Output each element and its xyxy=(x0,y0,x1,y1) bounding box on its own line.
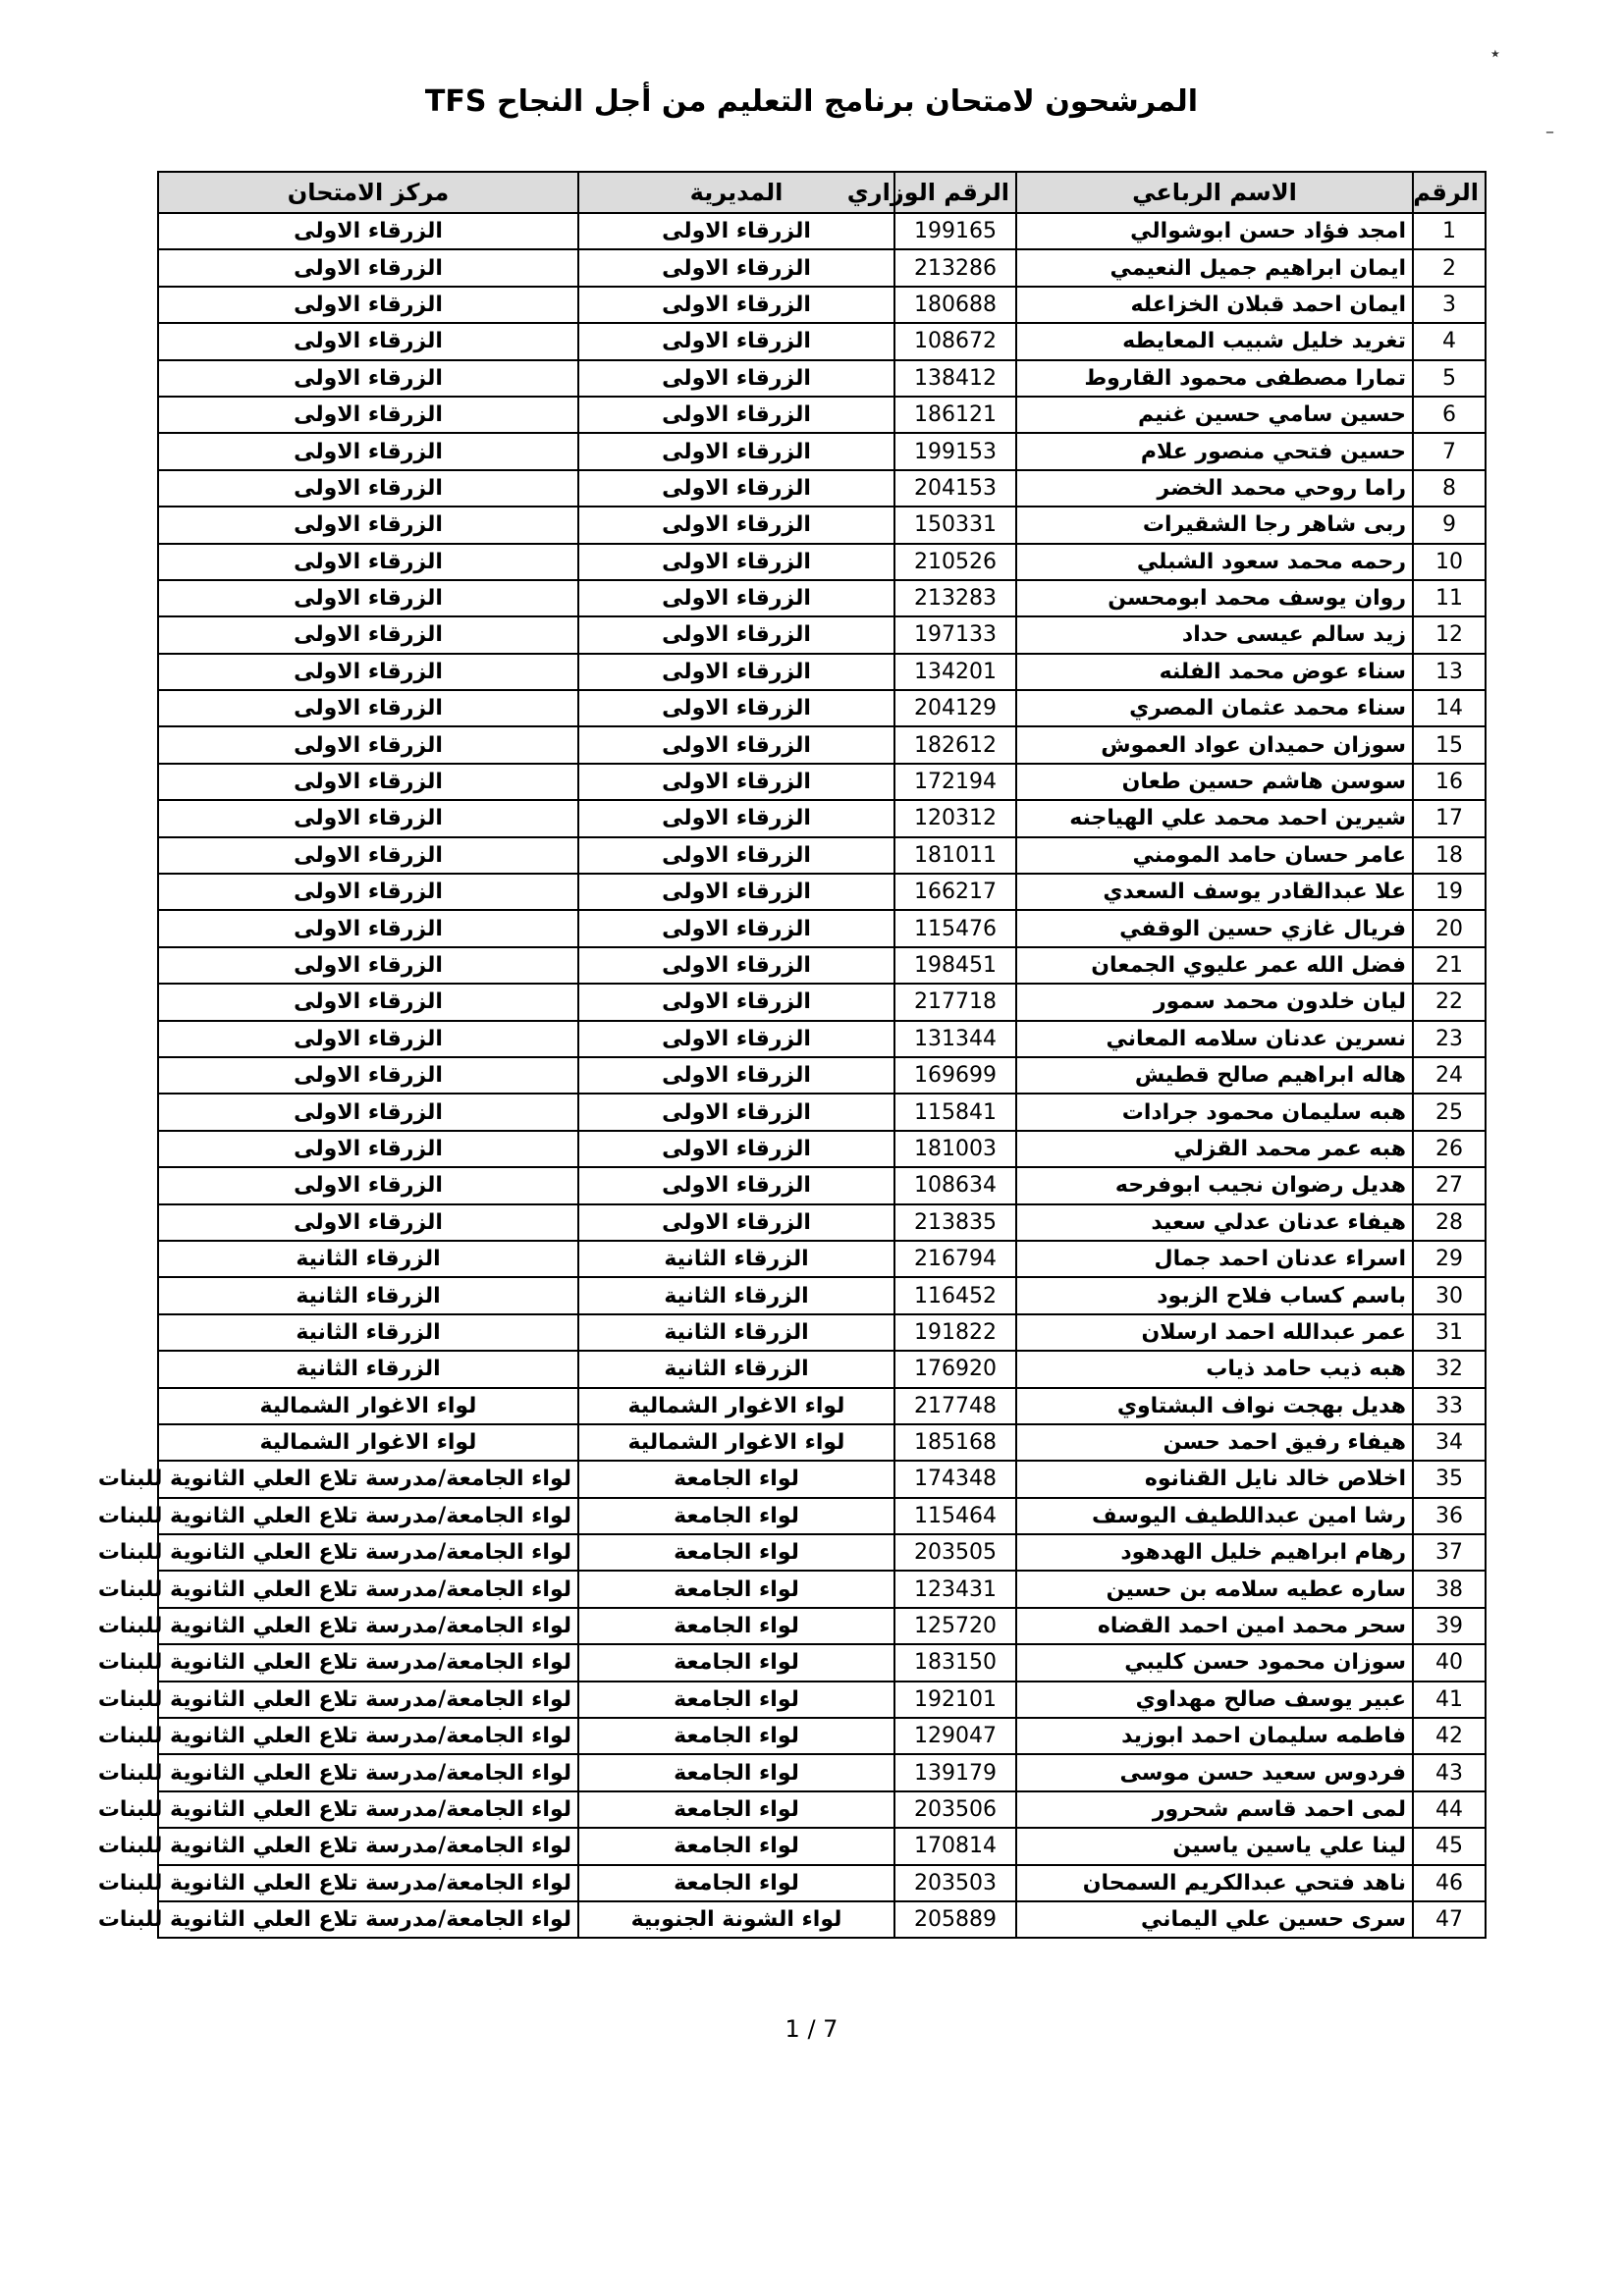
cell-ministry-id: 185168 xyxy=(894,1424,1016,1461)
cell-num: 24 xyxy=(1413,1057,1486,1094)
cell-name: اخلاص خالد نايل القنانوه xyxy=(1016,1461,1413,1497)
cell-ministry-id: 125720 xyxy=(894,1608,1016,1644)
cell-name: فريال غازي حسين الوقفي xyxy=(1016,910,1413,946)
cell-name: رهام ابراهيم خليل الهدهود xyxy=(1016,1534,1413,1571)
cell-name: ساره عطيه سلامه بن حسين xyxy=(1016,1571,1413,1607)
table-row xyxy=(158,690,1486,726)
cell-num: 8 xyxy=(1413,470,1486,507)
cell-exam-center: لواء الجامعة/مدرسة تلاع العلي الثانوية للبنات xyxy=(158,1828,578,1864)
cell-directorate: الزرقاء الاولى xyxy=(578,1204,894,1241)
cell-num: 26 xyxy=(1413,1131,1486,1167)
cell-ministry-id: 192101 xyxy=(894,1682,1016,1718)
cell-name: سوزان محمود حسن كليبي xyxy=(1016,1644,1413,1681)
table-row xyxy=(158,1314,1486,1351)
cell-name: فاطمه سليمان احمد ابوزيد xyxy=(1016,1718,1413,1754)
cell-exam-center: لواء الجامعة/مدرسة تلاع العلي الثانوية للبنات xyxy=(158,1461,578,1497)
table-row xyxy=(158,1461,1486,1497)
table-row xyxy=(158,726,1486,763)
cell-ministry-id: 123431 xyxy=(894,1571,1016,1607)
cell-name: لينا علي ياسين ياسين xyxy=(1016,1828,1413,1864)
cell-name: سوزان حميدان عواد العموش xyxy=(1016,726,1413,763)
cell-directorate: الزرقاء الاولى xyxy=(578,360,894,397)
cell-ministry-id: 150331 xyxy=(894,507,1016,543)
cell-name: ربى شاهر رجا الشقيرات xyxy=(1016,507,1413,543)
table-row xyxy=(158,1644,1486,1681)
cell-name: امجد فؤاد حسن ابوشوالي xyxy=(1016,213,1413,249)
cell-exam-center: الزرقاء الاولى xyxy=(158,1131,578,1167)
cell-directorate: لواء الجامعة xyxy=(578,1865,894,1901)
cell-ministry-id: 204129 xyxy=(894,690,1016,726)
cell-num: 10 xyxy=(1413,544,1486,580)
cell-exam-center: لواء الجامعة/مدرسة تلاع العلي الثانوية للبنات xyxy=(158,1498,578,1534)
cell-ministry-id: 134201 xyxy=(894,654,1016,690)
cell-num: 25 xyxy=(1413,1094,1486,1130)
cell-num: 42 xyxy=(1413,1718,1486,1754)
cell-directorate: الزرقاء الاولى xyxy=(578,837,894,874)
cell-ministry-id: 108634 xyxy=(894,1167,1016,1203)
cell-exam-center: الزرقاء الاولى xyxy=(158,837,578,874)
cell-exam-center: الزرقاء الاولى xyxy=(158,213,578,249)
cell-ministry-id: 170814 xyxy=(894,1828,1016,1864)
cell-name: تغريد خليل شبيب المعايطه xyxy=(1016,323,1413,359)
cell-exam-center: الزرقاء الاولى xyxy=(158,654,578,690)
cell-directorate: الزرقاء الاولى xyxy=(578,397,894,433)
cell-ministry-id: 204153 xyxy=(894,470,1016,507)
cell-exam-center: الزرقاء الاولى xyxy=(158,874,578,910)
table-row xyxy=(158,1167,1486,1203)
cell-directorate: الزرقاء الاولى xyxy=(578,323,894,359)
table-row xyxy=(158,1682,1486,1718)
cell-ministry-id: 217748 xyxy=(894,1388,1016,1424)
cell-ministry-id: 191822 xyxy=(894,1314,1016,1351)
cell-exam-center: الزرقاء الاولى xyxy=(158,1167,578,1203)
cell-directorate: لواء الشونة الجنوبية xyxy=(578,1901,894,1938)
cell-name: هبه عمر محمد القزلي xyxy=(1016,1131,1413,1167)
cell-directorate: الزرقاء الاولى xyxy=(578,874,894,910)
table-row xyxy=(158,1534,1486,1571)
cell-num: 1 xyxy=(1413,213,1486,249)
cell-exam-center: الزرقاء الاولى xyxy=(158,984,578,1020)
cell-num: 16 xyxy=(1413,764,1486,800)
cell-num: 9 xyxy=(1413,507,1486,543)
cell-name: ايمان احمد قبلان الخزاعله xyxy=(1016,287,1413,323)
cell-directorate: الزرقاء الاولى xyxy=(578,544,894,580)
cell-directorate: الزرقاء الاولى xyxy=(578,1167,894,1203)
cell-ministry-id: 176920 xyxy=(894,1351,1016,1387)
cell-directorate: الزرقاء الاولى xyxy=(578,1131,894,1167)
cell-exam-center: لواء الجامعة/مدرسة تلاع العلي الثانوية للبنات xyxy=(158,1644,578,1681)
cell-num: 27 xyxy=(1413,1167,1486,1203)
cell-name: عمر عبدالله احمد ارسلان xyxy=(1016,1314,1413,1351)
cell-num: 29 xyxy=(1413,1241,1486,1277)
header-ministry-id: الرقم الوزاري xyxy=(894,172,1016,213)
cell-directorate: الزرقاء الاولى xyxy=(578,249,894,286)
table-row xyxy=(158,1388,1486,1424)
cell-directorate: لواء الجامعة xyxy=(578,1644,894,1681)
cell-ministry-id: 213835 xyxy=(894,1204,1016,1241)
cell-num: 17 xyxy=(1413,800,1486,836)
cell-num: 11 xyxy=(1413,580,1486,616)
cell-name: هيفاء عدنان عدلي سعيد xyxy=(1016,1204,1413,1241)
corner-mark-top: ٭ xyxy=(1490,43,1500,64)
cell-ministry-id: 213286 xyxy=(894,249,1016,286)
cell-directorate: الزرقاء الاولى xyxy=(578,433,894,469)
cell-name: نسرين عدنان سلامه المعاني xyxy=(1016,1021,1413,1057)
cell-num: 40 xyxy=(1413,1644,1486,1681)
cell-exam-center: الزرقاء الاولى xyxy=(158,249,578,286)
cell-directorate: الزرقاء الاولى xyxy=(578,984,894,1020)
cell-exam-center: الزرقاء الاولى xyxy=(158,616,578,653)
cell-num: 44 xyxy=(1413,1791,1486,1828)
cell-ministry-id: 115464 xyxy=(894,1498,1016,1534)
cell-exam-center: الزرقاء الاولى xyxy=(158,1021,578,1057)
cell-name: هديل رضوان نجيب ابوفرحه xyxy=(1016,1167,1413,1203)
cell-ministry-id: 115476 xyxy=(894,910,1016,946)
cell-name: سرى حسين علي اليماني xyxy=(1016,1901,1413,1938)
cell-num: 31 xyxy=(1413,1314,1486,1351)
cell-ministry-id: 131344 xyxy=(894,1021,1016,1057)
cell-num: 2 xyxy=(1413,249,1486,286)
cell-num: 46 xyxy=(1413,1865,1486,1901)
cell-name: ليان خلدون محمد سمور xyxy=(1016,984,1413,1020)
cell-exam-center: الزرقاء الاولى xyxy=(158,726,578,763)
cell-name: شيرين احمد محمد علي الهياجنه xyxy=(1016,800,1413,836)
candidates-table xyxy=(97,171,1487,1939)
cell-name: هديل بهجت نواف البشتاوي xyxy=(1016,1388,1413,1424)
cell-name: هاله ابراهيم صالح قطيش xyxy=(1016,1057,1413,1094)
cell-name: سناء محمد عثمان المصري xyxy=(1016,690,1413,726)
cell-ministry-id: 217718 xyxy=(894,984,1016,1020)
table-row xyxy=(158,1498,1486,1534)
table-row xyxy=(158,1351,1486,1387)
table-row xyxy=(158,1608,1486,1644)
cell-ministry-id: 203506 xyxy=(894,1791,1016,1828)
cell-name: روان يوسف محمد ابومحسن xyxy=(1016,580,1413,616)
cell-ministry-id: 169699 xyxy=(894,1057,1016,1094)
cell-directorate: الزرقاء الثانية xyxy=(578,1277,894,1313)
table-header-row xyxy=(158,172,1486,213)
cell-num: 36 xyxy=(1413,1498,1486,1534)
cell-exam-center: لواء الجامعة/مدرسة تلاع العلي الثانوية للبنات xyxy=(158,1865,578,1901)
cell-exam-center: الزرقاء الاولى xyxy=(158,764,578,800)
table-row xyxy=(158,1865,1486,1901)
page-title: المرشحون لامتحان برنامج التعليم من أجل النجاح TFS xyxy=(424,84,1199,119)
cell-directorate: لواء الجامعة xyxy=(578,1682,894,1718)
cell-ministry-id: 129047 xyxy=(894,1718,1016,1754)
cell-directorate: لواء الجامعة xyxy=(578,1754,894,1790)
cell-ministry-id: 120312 xyxy=(894,800,1016,836)
cell-num: 39 xyxy=(1413,1608,1486,1644)
table-row xyxy=(158,397,1486,433)
cell-name: هيفاء رفيق احمد حسن xyxy=(1016,1424,1413,1461)
cell-ministry-id: 199153 xyxy=(894,433,1016,469)
table-row xyxy=(158,837,1486,874)
cell-ministry-id: 182612 xyxy=(894,726,1016,763)
cell-directorate: الزرقاء الاولى xyxy=(578,287,894,323)
header-directorate: المديرية xyxy=(578,172,894,213)
table-row xyxy=(158,580,1486,616)
cell-exam-center: الزرقاء الثانية xyxy=(158,1241,578,1277)
cell-ministry-id: 181011 xyxy=(894,837,1016,874)
table-row xyxy=(158,1277,1486,1313)
cell-directorate: لواء الجامعة xyxy=(578,1608,894,1644)
cell-directorate: الزرقاء الاولى xyxy=(578,507,894,543)
cell-directorate: الزرقاء الاولى xyxy=(578,800,894,836)
cell-ministry-id: 199165 xyxy=(894,213,1016,249)
table-row xyxy=(158,1718,1486,1754)
cell-directorate: الزرقاء الثانية xyxy=(578,1314,894,1351)
cell-name: عبير يوسف صالح مهداوي xyxy=(1016,1682,1413,1718)
cell-name: عامر حسان حامد المومني xyxy=(1016,837,1413,874)
table-row xyxy=(158,544,1486,580)
table-row xyxy=(158,800,1486,836)
cell-num: 30 xyxy=(1413,1277,1486,1313)
cell-name: تمارا مصطفى محمود القاروط xyxy=(1016,360,1413,397)
cell-exam-center: الزرقاء الاولى xyxy=(158,287,578,323)
cell-num: 22 xyxy=(1413,984,1486,1020)
cell-ministry-id: 138412 xyxy=(894,360,1016,397)
cell-name: ناهد فتحي عبدالكريم السمحان xyxy=(1016,1865,1413,1901)
cell-directorate: لواء الاغوار الشمالية xyxy=(578,1424,894,1461)
table-row xyxy=(158,287,1486,323)
cell-num: 38 xyxy=(1413,1571,1486,1607)
cell-name: فضل الله عمر عليوي الجمعان xyxy=(1016,947,1413,984)
cell-exam-center: لواء الجامعة/مدرسة تلاع العلي الثانوية للبنات xyxy=(158,1571,578,1607)
cell-ministry-id: 172194 xyxy=(894,764,1016,800)
cell-num: 23 xyxy=(1413,1021,1486,1057)
table-row xyxy=(158,1241,1486,1277)
cell-directorate: الزرقاء الاولى xyxy=(578,1094,894,1130)
cell-num: 13 xyxy=(1413,654,1486,690)
cell-num: 7 xyxy=(1413,433,1486,469)
cell-name: رحمه محمد سعود الشبلي xyxy=(1016,544,1413,580)
cell-name: سحر محمد امين احمد القضاه xyxy=(1016,1608,1413,1644)
cell-name: حسين سامي حسين غنيم xyxy=(1016,397,1413,433)
cell-directorate: لواء الجامعة xyxy=(578,1534,894,1571)
cell-ministry-id: 216794 xyxy=(894,1241,1016,1277)
cell-ministry-id: 210526 xyxy=(894,544,1016,580)
cell-name: زيد سالم عيسى حداد xyxy=(1016,616,1413,653)
cell-name: علا عبدالقادر يوسف السعدي xyxy=(1016,874,1413,910)
cell-exam-center: الزرقاء الثانية xyxy=(158,1351,578,1387)
table-row xyxy=(158,1791,1486,1828)
cell-ministry-id: 203503 xyxy=(894,1865,1016,1901)
cell-ministry-id: 139179 xyxy=(894,1754,1016,1790)
cell-exam-center: لواء الجامعة/مدرسة تلاع العلي الثانوية للبنات xyxy=(158,1754,578,1790)
table-row xyxy=(158,874,1486,910)
cell-directorate: الزرقاء الاولى xyxy=(578,654,894,690)
cell-num: 35 xyxy=(1413,1461,1486,1497)
table-row xyxy=(158,1424,1486,1461)
page-number: 1 / 7 xyxy=(784,2015,839,2043)
table-row xyxy=(158,1754,1486,1790)
cell-exam-center: لواء الجامعة/مدرسة تلاع العلي الثانوية للبنات xyxy=(158,1901,578,1938)
table-row xyxy=(158,910,1486,946)
corner-mark-side: – xyxy=(1545,122,1554,142)
cell-exam-center: الزرقاء الاولى xyxy=(158,1094,578,1130)
cell-directorate: لواء الجامعة xyxy=(578,1498,894,1534)
cell-ministry-id: 183150 xyxy=(894,1644,1016,1681)
table-row xyxy=(158,654,1486,690)
cell-num: 34 xyxy=(1413,1424,1486,1461)
cell-directorate: الزرقاء الاولى xyxy=(578,616,894,653)
cell-num: 20 xyxy=(1413,910,1486,946)
cell-exam-center: لواء الجامعة/مدرسة تلاع العلي الثانوية للبنات xyxy=(158,1608,578,1644)
cell-ministry-id: 197133 xyxy=(894,616,1016,653)
cell-num: 45 xyxy=(1413,1828,1486,1864)
cell-exam-center: الزرقاء الاولى xyxy=(158,1204,578,1241)
cell-ministry-id: 108672 xyxy=(894,323,1016,359)
table-row xyxy=(158,433,1486,469)
cell-name: هبه سليمان محمود جرادات xyxy=(1016,1094,1413,1130)
table-row xyxy=(158,1094,1486,1130)
cell-name: سوسن هاشم حسين طعان xyxy=(1016,764,1413,800)
cell-ministry-id: 213283 xyxy=(894,580,1016,616)
cell-directorate: لواء الجامعة xyxy=(578,1571,894,1607)
cell-exam-center: الزرقاء الاولى xyxy=(158,397,578,433)
cell-directorate: الزرقاء الاولى xyxy=(578,690,894,726)
cell-directorate: الزرقاء الثانية xyxy=(578,1351,894,1387)
cell-exam-center: الزرقاء الاولى xyxy=(158,360,578,397)
cell-exam-center: الزرقاء الاولى xyxy=(158,910,578,946)
cell-name: راما روحي محمد الخضر xyxy=(1016,470,1413,507)
cell-directorate: الزرقاء الاولى xyxy=(578,213,894,249)
cell-exam-center: لواء الاغوار الشمالية xyxy=(158,1388,578,1424)
cell-ministry-id: 180688 xyxy=(894,287,1016,323)
cell-directorate: لواء الجامعة xyxy=(578,1461,894,1497)
cell-name: سناء عوض محمد الفلنه xyxy=(1016,654,1413,690)
cell-directorate: الزرقاء الاولى xyxy=(578,580,894,616)
table-row xyxy=(158,249,1486,286)
cell-num: 28 xyxy=(1413,1204,1486,1241)
cell-num: 5 xyxy=(1413,360,1486,397)
table-row xyxy=(158,1057,1486,1094)
table-row xyxy=(158,947,1486,984)
cell-num: 12 xyxy=(1413,616,1486,653)
cell-ministry-id: 174348 xyxy=(894,1461,1016,1497)
cell-ministry-id: 205889 xyxy=(894,1901,1016,1938)
cell-directorate: الزرقاء الاولى xyxy=(578,764,894,800)
table-row xyxy=(158,616,1486,653)
cell-directorate: الزرقاء الاولى xyxy=(578,1057,894,1094)
cell-exam-center: الزرقاء الاولى xyxy=(158,800,578,836)
table-row xyxy=(158,1131,1486,1167)
cell-num: 3 xyxy=(1413,287,1486,323)
cell-directorate: لواء الاغوار الشمالية xyxy=(578,1388,894,1424)
cell-num: 21 xyxy=(1413,947,1486,984)
cell-name: ايمان ابراهيم جميل النعيمي xyxy=(1016,249,1413,286)
cell-num: 37 xyxy=(1413,1534,1486,1571)
cell-directorate: الزرقاء الاولى xyxy=(578,947,894,984)
cell-ministry-id: 198451 xyxy=(894,947,1016,984)
cell-exam-center: الزرقاء الاولى xyxy=(158,544,578,580)
cell-num: 19 xyxy=(1413,874,1486,910)
cell-name: باسم كساب فلاح الزبود xyxy=(1016,1277,1413,1313)
cell-exam-center: الزرقاء الاولى xyxy=(158,1057,578,1094)
cell-name: حسين فتحي منصور علام xyxy=(1016,433,1413,469)
header-name: الاسم الرباعي xyxy=(1016,172,1413,213)
cell-directorate: الزرقاء الاولى xyxy=(578,910,894,946)
cell-num: 4 xyxy=(1413,323,1486,359)
cell-exam-center: لواء الاغوار الشمالية xyxy=(158,1424,578,1461)
cell-directorate: الزرقاء الاولى xyxy=(578,470,894,507)
cell-num: 15 xyxy=(1413,726,1486,763)
table-row xyxy=(158,470,1486,507)
table-row xyxy=(158,1901,1486,1938)
cell-ministry-id: 116452 xyxy=(894,1277,1016,1313)
cell-ministry-id: 186121 xyxy=(894,397,1016,433)
table-row xyxy=(158,764,1486,800)
cell-exam-center: الزرقاء الاولى xyxy=(158,433,578,469)
cell-name: هبه ذيب حامد ذياب xyxy=(1016,1351,1413,1387)
header-num: الرقم xyxy=(1413,172,1486,213)
cell-num: 14 xyxy=(1413,690,1486,726)
cell-directorate: لواء الجامعة xyxy=(578,1791,894,1828)
cell-exam-center: الزرقاء الاولى xyxy=(158,507,578,543)
cell-ministry-id: 203505 xyxy=(894,1534,1016,1571)
cell-num: 32 xyxy=(1413,1351,1486,1387)
cell-exam-center: لواء الجامعة/مدرسة تلاع العلي الثانوية للبنات xyxy=(158,1718,578,1754)
cell-exam-center: الزرقاء الاولى xyxy=(158,580,578,616)
cell-directorate: لواء الجامعة xyxy=(578,1718,894,1754)
table-row xyxy=(158,1204,1486,1241)
cell-name: فردوس سعيد حسن موسى xyxy=(1016,1754,1413,1790)
cell-directorate: الزرقاء الثانية xyxy=(578,1241,894,1277)
table-row xyxy=(158,213,1486,249)
cell-name: لمى احمد قاسم شحرور xyxy=(1016,1791,1413,1828)
table-row xyxy=(158,984,1486,1020)
cell-exam-center: الزرقاء الاولى xyxy=(158,947,578,984)
table-row xyxy=(158,1828,1486,1864)
cell-exam-center: الزرقاء الاولى xyxy=(158,690,578,726)
cell-num: 47 xyxy=(1413,1901,1486,1938)
cell-num: 41 xyxy=(1413,1682,1486,1718)
header-exam-center: مركز الامتحان xyxy=(158,172,578,213)
cell-exam-center: لواء الجامعة/مدرسة تلاع العلي الثانوية للبنات xyxy=(158,1682,578,1718)
cell-exam-center: الزرقاء الثانية xyxy=(158,1314,578,1351)
cell-exam-center: لواء الجامعة/مدرسة تلاع العلي الثانوية للبنات xyxy=(158,1791,578,1828)
cell-num: 6 xyxy=(1413,397,1486,433)
cell-exam-center: الزرقاء الثانية xyxy=(158,1277,578,1313)
table-row xyxy=(158,507,1486,543)
cell-directorate: لواء الجامعة xyxy=(578,1828,894,1864)
cell-num: 43 xyxy=(1413,1754,1486,1790)
cell-directorate: الزرقاء الاولى xyxy=(578,1021,894,1057)
table-row xyxy=(158,323,1486,359)
cell-num: 18 xyxy=(1413,837,1486,874)
cell-name: رشا امين عبداللطيف اليوسف xyxy=(1016,1498,1413,1534)
cell-directorate: الزرقاء الاولى xyxy=(578,726,894,763)
table-row xyxy=(158,1571,1486,1607)
cell-exam-center: لواء الجامعة/مدرسة تلاع العلي الثانوية للبنات xyxy=(158,1534,578,1571)
cell-name: اسراء عدنان احمد جمال xyxy=(1016,1241,1413,1277)
table-row xyxy=(158,360,1486,397)
cell-exam-center: الزرقاء الاولى xyxy=(158,323,578,359)
cell-num: 33 xyxy=(1413,1388,1486,1424)
cell-ministry-id: 166217 xyxy=(894,874,1016,910)
cell-ministry-id: 181003 xyxy=(894,1131,1016,1167)
cell-ministry-id: 115841 xyxy=(894,1094,1016,1130)
cell-exam-center: الزرقاء الاولى xyxy=(158,470,578,507)
table-row xyxy=(158,1021,1486,1057)
